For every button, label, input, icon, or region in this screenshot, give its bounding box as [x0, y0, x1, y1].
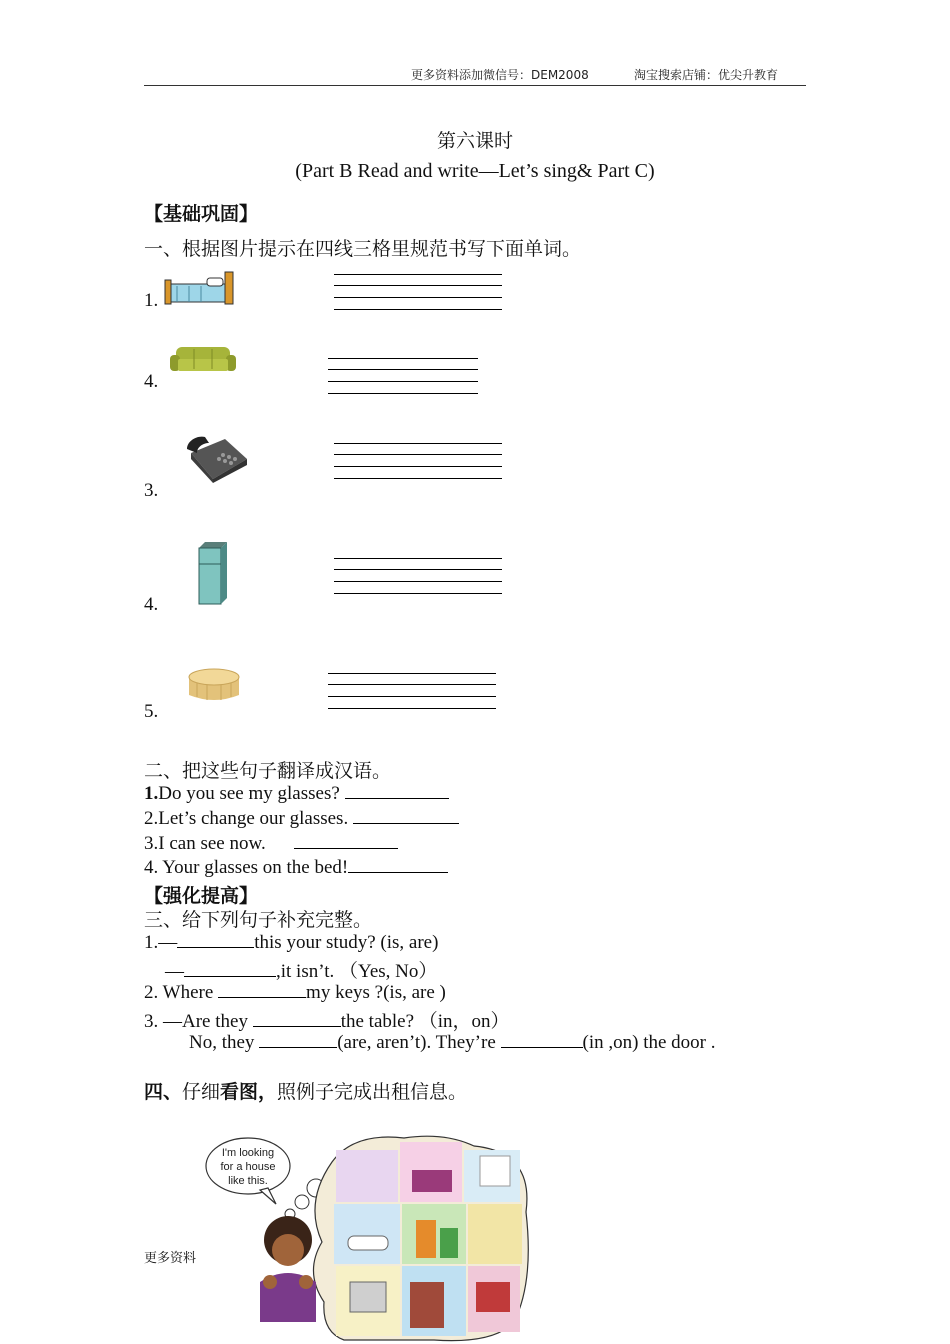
answer-blank[interactable]	[501, 1031, 583, 1048]
sofa-icon	[170, 345, 236, 375]
header-wechat: 更多资料添加微信号：DEM2008	[411, 68, 589, 82]
answer-blank[interactable]	[345, 782, 449, 799]
writing-lines[interactable]	[328, 673, 496, 713]
q1b-suffix: ,it isn’t. （Yes, No）	[276, 961, 438, 982]
task-text-end: 照例子完成出租信息。	[277, 1081, 468, 1103]
q2-text: 2.Let’s change our glasses.	[144, 808, 353, 829]
q3b-suffix: (in ,on) the door .	[582, 1032, 716, 1053]
answer-blank[interactable]	[348, 856, 448, 873]
phone-icon	[185, 433, 249, 483]
complete-q3b	[189, 1031, 716, 1054]
task-text-bold: 看图，	[220, 1081, 278, 1103]
svg-text:I'm looking: I'm looking	[221, 1147, 275, 1159]
translate-q1	[144, 782, 449, 805]
item-number: 5.	[144, 701, 159, 722]
bed-icon	[163, 270, 235, 306]
translate-q4	[144, 856, 448, 879]
house-illustration	[204, 1132, 534, 1344]
section2-task: 二、把这些句子翻译成汉语。	[144, 760, 392, 782]
svg-text:like this.: like this.	[228, 1175, 268, 1187]
q2-suffix: my keys ?(is, are )	[306, 982, 446, 1003]
q3b-prefix: No, they	[189, 1032, 260, 1053]
q1a-suffix: this your study? (is, are)	[254, 932, 439, 953]
task-number: 四、	[144, 1081, 183, 1103]
table-icon	[187, 667, 241, 703]
header-divider	[144, 85, 806, 86]
q1-text: Do you see my glasses?	[158, 783, 345, 804]
task-text: 仔细	[182, 1081, 221, 1103]
answer-blank[interactable]	[259, 1031, 337, 1048]
footer-text: 更多资料	[144, 1251, 197, 1266]
section3-heading: 【强化提高】	[144, 885, 259, 907]
complete-q2	[144, 981, 446, 1004]
answer-blank[interactable]	[184, 960, 276, 977]
complete-q1b	[165, 956, 437, 983]
complete-q3a	[144, 1006, 510, 1033]
complete-q1a	[144, 931, 438, 954]
writing-lines[interactable]	[334, 558, 502, 598]
q1-number: 1.	[144, 783, 159, 804]
item-number: 3.	[144, 480, 159, 501]
answer-blank[interactable]	[177, 931, 254, 948]
item-number: 4.	[144, 594, 159, 615]
q2-prefix: 2. Where	[144, 982, 219, 1003]
answer-blank[interactable]	[294, 832, 398, 849]
svg-text:for a house: for a house	[220, 1161, 276, 1173]
writing-lines[interactable]	[334, 274, 502, 314]
answer-blank[interactable]	[353, 807, 459, 824]
q3b-middle: (are, aren’t). They’re	[337, 1032, 501, 1053]
writing-lines[interactable]	[328, 358, 478, 398]
item-number: 4.	[144, 371, 159, 392]
section1-heading: 【基础巩固】	[144, 203, 259, 225]
section1-task: 一、根据图片提示在四线三格里规范书写下面单词。	[144, 238, 582, 260]
q1a-prefix: 1.—	[144, 932, 178, 953]
section4-task	[144, 1077, 467, 1104]
item-number: 1.	[144, 290, 159, 311]
translate-q2	[144, 807, 459, 830]
q3-text: 3.I can see now.	[144, 833, 266, 854]
answer-blank[interactable]	[218, 981, 306, 998]
header-shop: 淘宝搜索店铺：优尖升教育	[634, 68, 779, 82]
answer-blank[interactable]	[253, 1010, 341, 1027]
writing-lines[interactable]	[334, 443, 502, 483]
page-subtitle: (Part B Read and write—Let’s sing& Part C)	[295, 160, 655, 182]
page-title: 第六课时	[436, 130, 513, 152]
q3a-prefix: 3. —Are they	[144, 1011, 253, 1032]
fridge-icon	[197, 542, 229, 606]
q3a-suffix: the table? （in，on）	[340, 1011, 510, 1032]
section3-task: 三、给下列句子补充完整。	[144, 909, 373, 931]
q4-text: 4. Your glasses on the bed!	[144, 857, 349, 878]
q1b-prefix: —	[165, 961, 184, 982]
translate-q3	[144, 832, 398, 855]
